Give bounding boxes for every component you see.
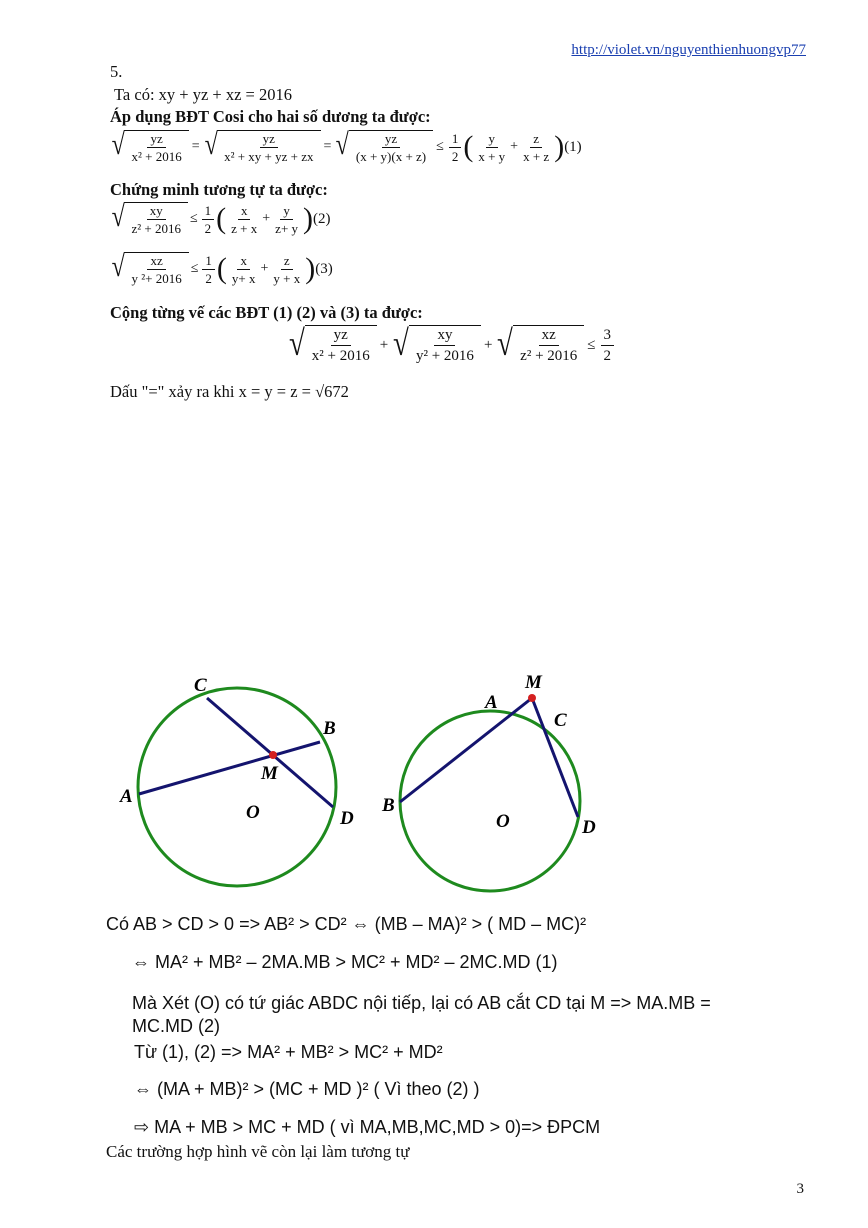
label-d: D bbox=[340, 808, 354, 829]
label-a: A bbox=[120, 786, 133, 807]
header-link[interactable]: http://violet.vn/nguyenthienhuongvp77 bbox=[571, 42, 806, 58]
sqrt-term: √ $\frac{yz}{\text{x² + xy + yz + zx}}$ bbox=[203, 130, 321, 164]
inequality-3: √ $\frac{xz}{\text{y ²+ 2016}}$ ≤ $\frac{1}{2}$ ( $\frac{x}{y+ x}$ + $\frac{z}{y + x}$ ) (3) bbox=[111, 250, 333, 286]
given-equation: Ta có: xy + yz + xz = 2016 bbox=[114, 85, 292, 104]
proof-line-2: ⇔ MA² + MB² – 2MA.MB > MC² + MD² – 2MC.MD (1) bbox=[132, 952, 558, 972]
label-c: C bbox=[554, 710, 567, 731]
label-o: O bbox=[246, 802, 260, 823]
equality-condition: Dấu "=" xảy ra khi x = y = z = √672 bbox=[110, 382, 349, 401]
proof-line-6: ⇨ MA + MB > MC + MD ( vì MA,MB,MC,MD > 0)=> ĐPCM bbox=[134, 1117, 601, 1137]
label-m: M bbox=[525, 672, 542, 693]
step1-heading: Áp dụng BĐT Cosi cho hai số dương ta được: bbox=[110, 107, 431, 126]
chord-ab bbox=[139, 742, 320, 794]
problem-number: 5. bbox=[110, 62, 123, 81]
proof-line-3b: MC.MD (2) bbox=[132, 1016, 220, 1036]
label-b: B bbox=[382, 795, 395, 816]
sqrt-term: √ $\frac{yz}{(x + y)(x + z)}$ bbox=[334, 130, 433, 164]
proof-line-4: Từ (1), (2) => MA² + MB² > MC² + MD² bbox=[134, 1042, 443, 1062]
right-figure bbox=[381, 672, 596, 891]
sqrt-term: √ $\frac{yz}{\text{x² + 2016}}$ bbox=[110, 130, 189, 164]
inequality-1: √ $\frac{yz}{\text{x² + 2016}}$ = √ $\frac{yz}{\text{x² + xy + yz + zx}}$ = √ $\frac{yz}{(x + y)(x + z)}$ ≤ $\frac{1}{2}$ ( $\frac{y}{x + y}$ + $\frac{z}{x + z}$ ) (1) bbox=[111, 128, 582, 164]
proof-line-3a: Mà Xét (O) có tứ giác ABDC nội tiếp, lại có AB cắt CD tại M => MA.MB = bbox=[132, 993, 711, 1013]
left-figure bbox=[119, 675, 354, 886]
circle-o-right bbox=[400, 711, 580, 891]
step3-heading: Cộng từng vế các BĐT (1) (2) và (3) ta được: bbox=[110, 303, 423, 322]
label-a: A bbox=[485, 692, 498, 713]
step2-heading: Chứng minh tương tự ta được: bbox=[110, 180, 328, 199]
proof-line-5: ⇔ (MA + MB)² > (MC + MD )² ( Vì theo (2) ) bbox=[134, 1079, 480, 1099]
point-m bbox=[269, 751, 277, 759]
geometry-figures bbox=[110, 660, 610, 910]
sum-inequality: √ $\frac{yz}{\text{x² + 2016}}$ + √ $\frac{xy}{\text{y² + 2016}}$ + √ $\frac{xz}{\text{z² + 2016}}$ ≤ $\frac{3}{2}$ bbox=[287, 325, 616, 365]
point-m bbox=[528, 694, 536, 702]
proof-line-1: Có AB > CD > 0 => AB² > CD² ⇔ (MB – MA)² > ( MD – MC)² bbox=[106, 914, 587, 934]
label-o: O bbox=[496, 811, 510, 832]
page-number: 3 bbox=[796, 1181, 804, 1197]
label-b: B bbox=[323, 718, 336, 739]
label-m: M bbox=[261, 763, 278, 784]
label-d: D bbox=[582, 817, 596, 838]
inequality-2: √ $\frac{xy}{\text{z² + 2016}}$ ≤ $\frac{1}{2}$ ( $\frac{x}{z + x}$ + $\frac{y}{z+ y}$ ) (2) bbox=[111, 200, 331, 236]
label-c: C bbox=[194, 675, 207, 696]
proof-line-7: Các trường hợp hình vẽ còn lại làm tương tự bbox=[106, 1142, 410, 1161]
